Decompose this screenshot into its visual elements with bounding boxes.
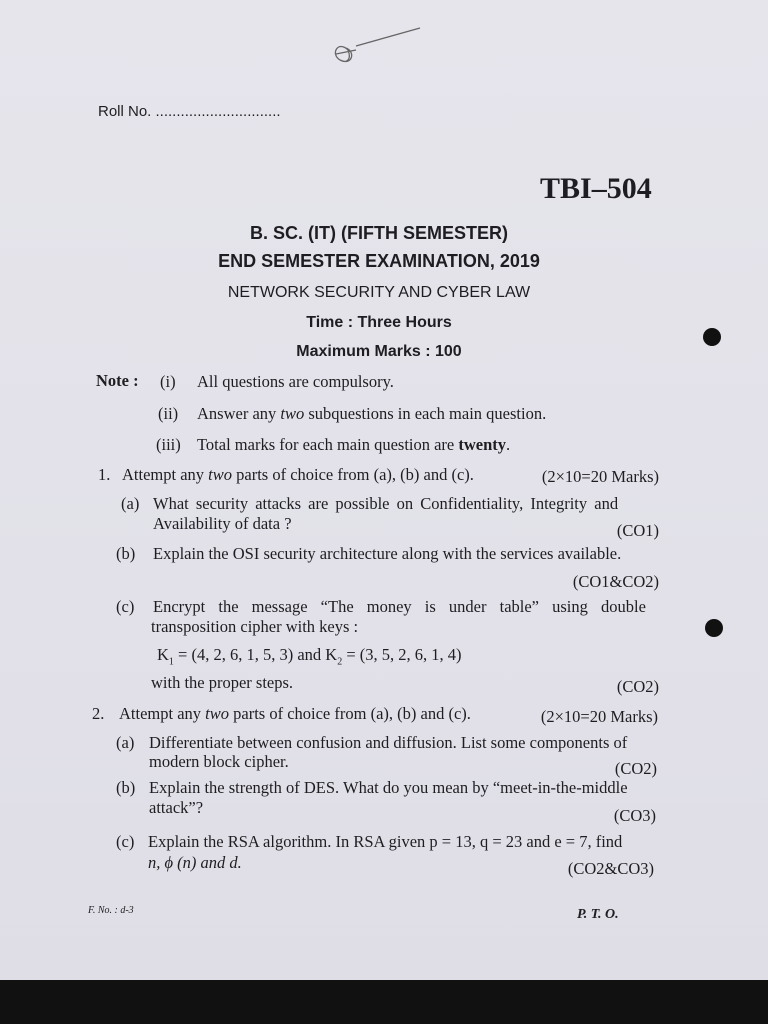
time: Time : Three Hours xyxy=(306,314,452,331)
part-text: Differentiate between confusion and diffusion. List some components of xyxy=(149,733,628,752)
note-num: (iii) xyxy=(156,435,181,454)
question-number: 1. xyxy=(98,465,111,484)
question-marks: (2×10=20 Marks) xyxy=(541,467,659,486)
handwritten-mark-icon xyxy=(300,20,440,80)
note-label: Note : xyxy=(96,371,139,390)
part-label: (b) xyxy=(116,778,136,797)
course-outcome: (CO1&CO2) xyxy=(572,572,659,591)
note-text: Answer any two subquestions in each main question. xyxy=(197,404,547,423)
question-number: 2. xyxy=(92,704,105,723)
part-text: Availability of data ? xyxy=(153,514,292,533)
note-text: All questions are compulsory. xyxy=(197,372,394,391)
punch-hole-icon xyxy=(705,619,723,637)
max-marks: Maximum Marks : 100 xyxy=(296,343,462,360)
part-label: (c) xyxy=(116,832,135,851)
file-number: F. No. : d-3 xyxy=(88,905,134,916)
roll-no: Roll No. .............................. xyxy=(98,103,281,120)
exam-title: END SEMESTER EXAMINATION, 2019 xyxy=(218,251,540,271)
course-outcome: (CO2&CO3) xyxy=(567,859,654,878)
course-outcome: (CO2) xyxy=(614,759,657,778)
subject-title: NETWORK SECURITY AND CYBER LAW xyxy=(227,284,531,301)
part-text: transposition cipher with keys : xyxy=(151,617,359,636)
cipher-keys: $K_1 = (4$, 2, 6, 1, 5, 3) and $K_2 = (3$, 5, 2, 6, 1, 4) xyxy=(157,645,462,668)
paper-code: TBI–504 xyxy=(540,172,652,205)
part-text: modern block cipher. xyxy=(149,752,289,771)
part-text: Encrypt the message “The money is under table” using double xyxy=(153,597,646,616)
part-label: (a) xyxy=(116,733,135,752)
question-instruction: Attempt any two parts of choice from (a), (b) and (c). xyxy=(122,465,474,484)
part-text: Explain the strength of DES. What do you mean by “meet-in-the-middle xyxy=(149,778,628,797)
part-text: attack”? xyxy=(149,798,204,817)
note-num: (i) xyxy=(160,372,176,391)
part-text: n, ϕ (n) and d. xyxy=(148,853,242,872)
note-num: (ii) xyxy=(158,404,179,423)
part-label: (a) xyxy=(121,494,140,513)
page-turn-over: P. T. O. xyxy=(577,907,619,922)
note-text: Total marks for each main question are twenty. xyxy=(197,435,511,454)
question-marks: (2×10=20 Marks) xyxy=(540,707,658,726)
punch-hole-icon xyxy=(703,328,721,346)
part-label: (c) xyxy=(116,597,135,616)
part-text: Explain the RSA algorithm. In RSA given p = 13, q = 23 and e = 7, find xyxy=(148,832,623,851)
course-outcome: (CO2) xyxy=(616,677,659,696)
course-outcome: (CO3) xyxy=(613,806,656,825)
part-label: (b) xyxy=(116,544,136,563)
part-text: What security attacks are possible on Confidentiality, Integrity and xyxy=(153,494,619,513)
part-text: with the proper steps. xyxy=(151,673,294,692)
course-title: B. SC. (IT) (FIFTH SEMESTER) xyxy=(250,223,508,243)
question-instruction: Attempt any two parts of choice from (a), (b) and (c). xyxy=(119,704,471,723)
part-text: Explain the OSI security architecture along with the services available. xyxy=(153,544,622,563)
course-outcome: (CO1) xyxy=(616,521,659,540)
